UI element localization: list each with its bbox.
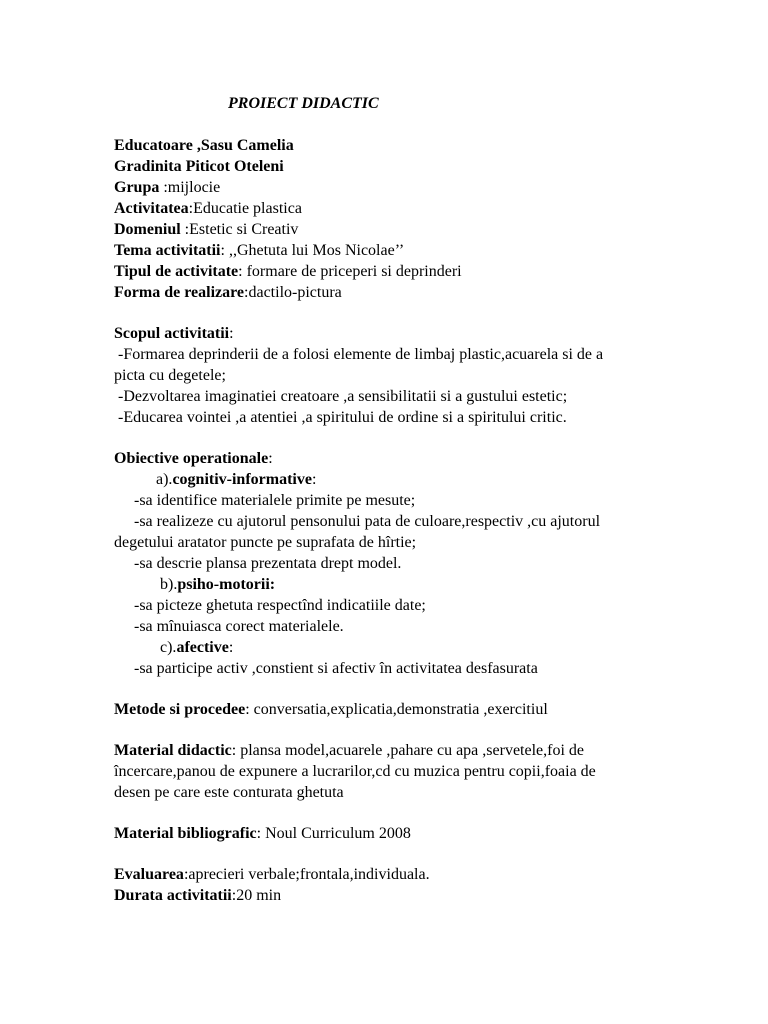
evaluarea-line [114, 865, 430, 885]
obiective-a-prefix: a). [156, 471, 173, 488]
obiective-b-label: psiho-motorii: [177, 576, 276, 593]
durata-label: Durata activitatii [114, 887, 232, 904]
obiective-a-heading [156, 470, 316, 490]
obiective-a-colon: : [311, 471, 317, 488]
material-didactic-line [114, 741, 584, 761]
educatoare-line: Educatoare ,Sasu Camelia [114, 137, 294, 154]
obiective-b-item: -sa picteze ghetuta respectînd indicatiile date; [134, 597, 426, 614]
tipul-value: : formare de priceperi si deprinderi [238, 263, 462, 280]
domeniul-line [114, 220, 298, 240]
scopul-colon: : [229, 325, 234, 342]
document-title: PROIECT DIDACTIC [228, 95, 379, 112]
domeniul-value: :Estetic si Creativ [180, 221, 299, 238]
obiective-heading [114, 449, 273, 469]
bibliografic-line [114, 824, 411, 844]
bibliografic-value: : Noul Curriculum 2008 [256, 825, 411, 842]
metode-line [114, 700, 548, 720]
scopul-heading [114, 324, 234, 344]
scopul-line: -Educarea vointei ,a atentiei ,a spiritului de ordine si a spiritului critic. [118, 409, 567, 426]
metode-value: : conversatia,explicatia,demonstratia ,exercitiul [245, 701, 548, 718]
tema-value: : ,,Ghetuta lui Mos Nicolae’’ [220, 242, 405, 259]
bibliografic-label: Material bibliografic [114, 825, 257, 842]
scopul-label: Scopul activitatii [114, 325, 230, 342]
activitatea-line [114, 199, 302, 219]
durata-line [114, 886, 281, 906]
grupa-value: :mijlocie [159, 179, 221, 196]
material-didactic-label: Material didactic [114, 742, 232, 759]
grupa-line [114, 178, 220, 198]
tema-label: Tema activitatii [114, 242, 221, 259]
obiective-a-item: -sa descrie plansa prezentata drept model. [134, 555, 402, 572]
activitatea-value: :Educatie plastica [188, 200, 302, 217]
evaluarea-value: :aprecieri verbale;frontala,individuala. [183, 866, 430, 883]
obiective-a-item: degetului aratator puncte pe suprafata de hîrtie; [114, 534, 417, 551]
obiective-c-heading [160, 638, 233, 658]
material-didactic-continuation: încercare,panou de expunere a lucrarilor,cd cu muzica pentru copii,foaia de [114, 763, 596, 780]
gradinita-line: Gradinita Piticot Oteleni [114, 158, 284, 175]
forma-line [114, 283, 342, 303]
forma-label: Forma de realizare [114, 284, 245, 301]
forma-value: :dactilo-pictura [244, 284, 342, 301]
grupa-label: Grupa [114, 179, 160, 196]
tipul-line [114, 262, 462, 282]
material-didactic-continuation: desen pe care este conturata ghetuta [114, 784, 344, 801]
evaluarea-label: Evaluarea [114, 866, 184, 883]
metode-label: Metode si procedee [114, 701, 246, 718]
scopul-line: picta cu degetele; [114, 367, 226, 384]
obiective-a-item: -sa realizeze cu ajutorul pensonului pata de culoare,respectiv ,cu ajutorul [134, 513, 601, 530]
obiective-c-label: afective [176, 639, 229, 656]
obiective-label: Obiective operationale [114, 450, 269, 467]
durata-value: :20 min [231, 887, 282, 904]
obiective-c-prefix: c). [160, 639, 177, 656]
obiective-a-item: -sa identifice materialele primite pe mesute; [134, 492, 416, 509]
obiective-c-item: -sa participe activ ,constient si afectiv în activitatea desfasurata [134, 660, 538, 677]
obiective-b-item: -sa mînuiasca corect materialele. [134, 618, 344, 635]
tema-line [114, 241, 404, 261]
activitatea-label: Activitatea [114, 200, 189, 217]
obiective-c-colon: : [228, 639, 234, 656]
material-didactic-value: : plansa model,acuarele ,pahare cu apa ,servetele,foi de [231, 742, 585, 759]
obiective-b-prefix: b). [160, 576, 178, 593]
tipul-label: Tipul de activitate [114, 263, 239, 280]
scopul-line: -Dezvoltarea imaginatiei creatoare ,a sensibilitatii si a gustului estetic; [118, 388, 568, 405]
domeniul-label: Domeniul [114, 221, 181, 238]
scopul-line: -Formarea deprinderii de a folosi elemente de limbaj plastic,acuarela si de a [118, 346, 604, 363]
obiective-colon: : [268, 450, 273, 467]
obiective-a-label: cognitiv-informative [172, 471, 312, 488]
obiective-b-heading [160, 575, 275, 595]
